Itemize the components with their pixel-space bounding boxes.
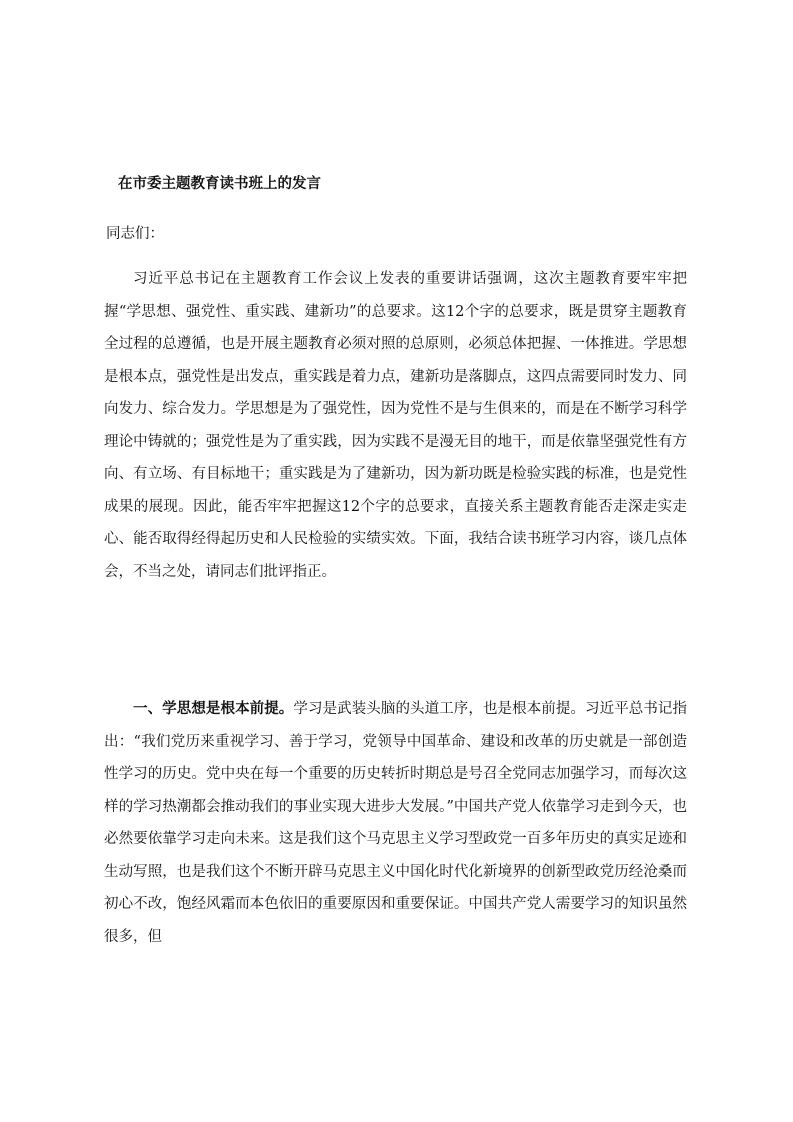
document-title: 在市委主题教育读书班上的发言 [118, 175, 321, 192]
paragraph-section-one [104, 693, 687, 953]
section-body: 学习是武装头脑的头道工序，也是根本前提。习近平总书记指出：“我们党历来重视学习、善于学习，党领导中国革命、建设和改革的历史就是一部创造性学习的历史。党中央在每一个重要的历史转折时期总是号召全党同志加强学习，而每次这样的学习热潮都会推动我们的事业实现大进步大发展。”中国共产党人依靠学习走到今天，也必然要依靠学习走向未来。这是我们这个马克思主义学习型政党一百多年历史的真实足迹和生动写照，也是我们这个不断开辟马克思主义中国化时代化新境界的创新型政党历经沧桑而初心不改，饱经风霜而本色依旧的重要原因和重要保证。中国共产党人需要学习的知识虽然很多，但 [104, 701, 688, 945]
section-heading: 一、学思想是根本前提。 [133, 700, 294, 717]
paragraph-intro: 习近平总书记在主题教育工作会议上发表的重要讲话强调，这次主题教育要牢牢把握“学思想、强党性、重实践、建新功”的总要求。这12个字的总要求，既是贯穿主题教育全过程的总遵循，也是开展主题教育必须对照的总原则，必须总体把握、一体推进。学思想是根本点，强党性是出发点，重实践是着力点，建新功是落脚点，这四点需要同时发力、同向发力、综合发力。学思想是为了强党性，因为党性不是与生俱来的，而是在不断学习科学理论中铸就的；强党性是为了重实践，因为实践不是漫无目的地干，而是依靠坚强党性有方向、有立场、有目标地干；重实践是为了建新功，因为新功既是检验实践的标准，也是党性成果的展现。因此，能否牢牢把握这12个字的总要求，直接关系主题教育能否走深走实走心、能否取得经得起历史和人民检验的实绩实效。下面，我结合读书班学习内容，谈几点体会，不当之处，请同志们批评指正。 [104, 271, 687, 580]
salutation: 同志们： [106, 226, 164, 242]
